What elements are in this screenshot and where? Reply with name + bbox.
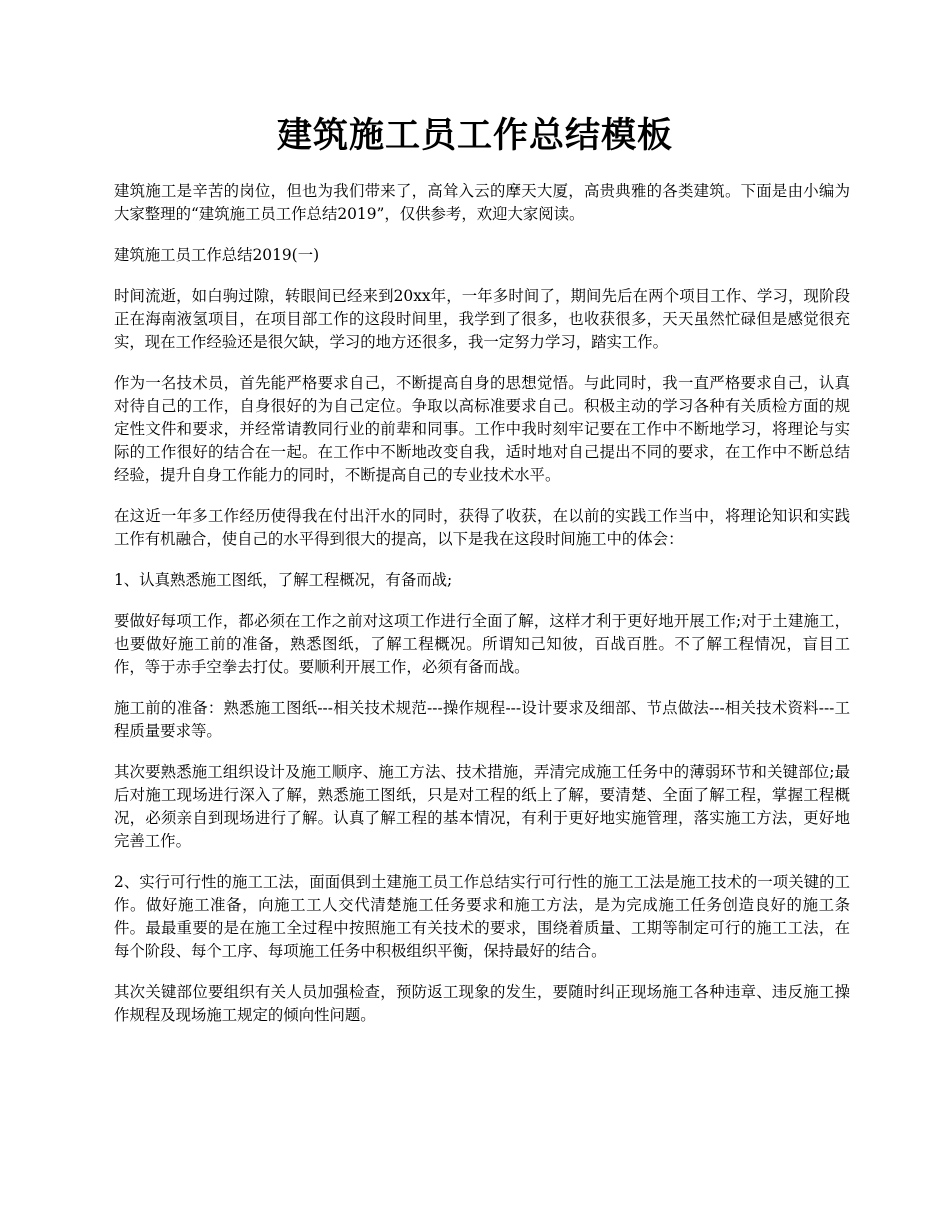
section-heading: 建筑施工员工作总结2019(一)	[114, 246, 320, 264]
body-paragraph: 其次要熟悉施工组织设计及施工顺序、施工方法、技术措施，弄清完成施工任务中的薄弱环节和关键部位;最后对施工现场进行深入了解，熟悉施工图纸，只是对工程的纸上了解，要清楚、全面了解工程，掌握工程概况，必须亲自到现场进行了解。认真了解工程的基本情况，有利于更好地实施管理，落实施工方法，更好地完善工作。	[114, 763, 850, 850]
point-paragraph-2: 2、实行可行性的施工工法，面面俱到土建施工员工作总结实行可行性的施工工法是施工技术的一项关键的工作。做好施工准备，向施工工人交代清楚施工任务要求和施工方法，是为完成施工任务创造良好的施工条件。最最重要的是在施工全过程中按照施工有关技术的要求，围绕着质量、工期等制定可行的施工工法，在每个阶段、每个工序、每项施工任务中积极组织平衡，保持最好的结合。	[114, 873, 850, 960]
document-title: 建筑施工员工作总结模板	[276, 115, 673, 156]
body-paragraph: 其次关键部位要组织有关人员加强检查，预防返工现象的发生，要随时纠正现场施工各种违章、违反施工操作规程及现场施工规定的倾向性问题。	[114, 983, 850, 1024]
body-paragraph: 要做好每项工作，都必须在工作之前对这项工作进行全面了解，这样才利于更好地开展工作;对于土建施工，也要做好施工前的准备，熟悉图纸，了解工程概况。所谓知己知彼，百战百胜。不了解工程情况，盲目工作，等于赤手空拳去打仗。要顺利开展工作，必须有备而战。	[114, 612, 850, 676]
point-heading-1: 1、认真熟悉施工图纸，了解工程概况，有备而战;	[114, 571, 453, 589]
body-paragraph: 施工前的准备：熟悉施工图纸---相关技术规范---操作规程---设计要求及细部、节点做法---相关技术资料---工程质量要求等。	[114, 699, 850, 740]
body-paragraph: 作为一名技术员，首先能严格要求自己，不断提高自身的思想觉悟。与此同时，我一直严格要求自己，认真对待自己的工作，自身很好的为自己定位。争取以高标准要求自己。积极主动的学习各种有关质检方面的规定性文件和要求，并经常请教同行业的前辈和同事。工作中我时刻牢记要在工作中不断地学习，将理论与实际的工作很好的结合在一起。在工作中不断地改变自我，适时地对自己提出不同的要求，在工作中不断总结经验，提升自身工作能力的同时，不断提高自己的专业技术水平。	[114, 374, 850, 484]
document-body	[114, 180, 850, 1045]
intro-paragraph: 建筑施工是辛苦的岗位，但也为我们带来了，高耸入云的摩天大厦，高贵典雅的各类建筑。下面是由小编为大家整理的“建筑施工员工作总结2019”，仅供参考，欢迎大家阅读。	[114, 182, 850, 223]
body-paragraph: 在这近一年多工作经历使得我在付出汗水的同时，获得了收获，在以前的实践工作当中，将理论知识和实践工作有机融合，使自己的水平得到很大的提高，以下是我在这段时间施工中的体会：	[114, 507, 850, 548]
body-paragraph: 时间流逝，如白驹过隙，转眼间已经来到20xx年，一年多时间了，期间先后在两个项目工作、学习，现阶段正在海南液氢项目，在项目部工作的这段时间里，我学到了很多，也收获很多，天天虽然忙碌但是感觉很充实，现在工作经验还是很欠缺，学习的地方还很多，我一定努力学习，踏实工作。	[114, 287, 850, 351]
